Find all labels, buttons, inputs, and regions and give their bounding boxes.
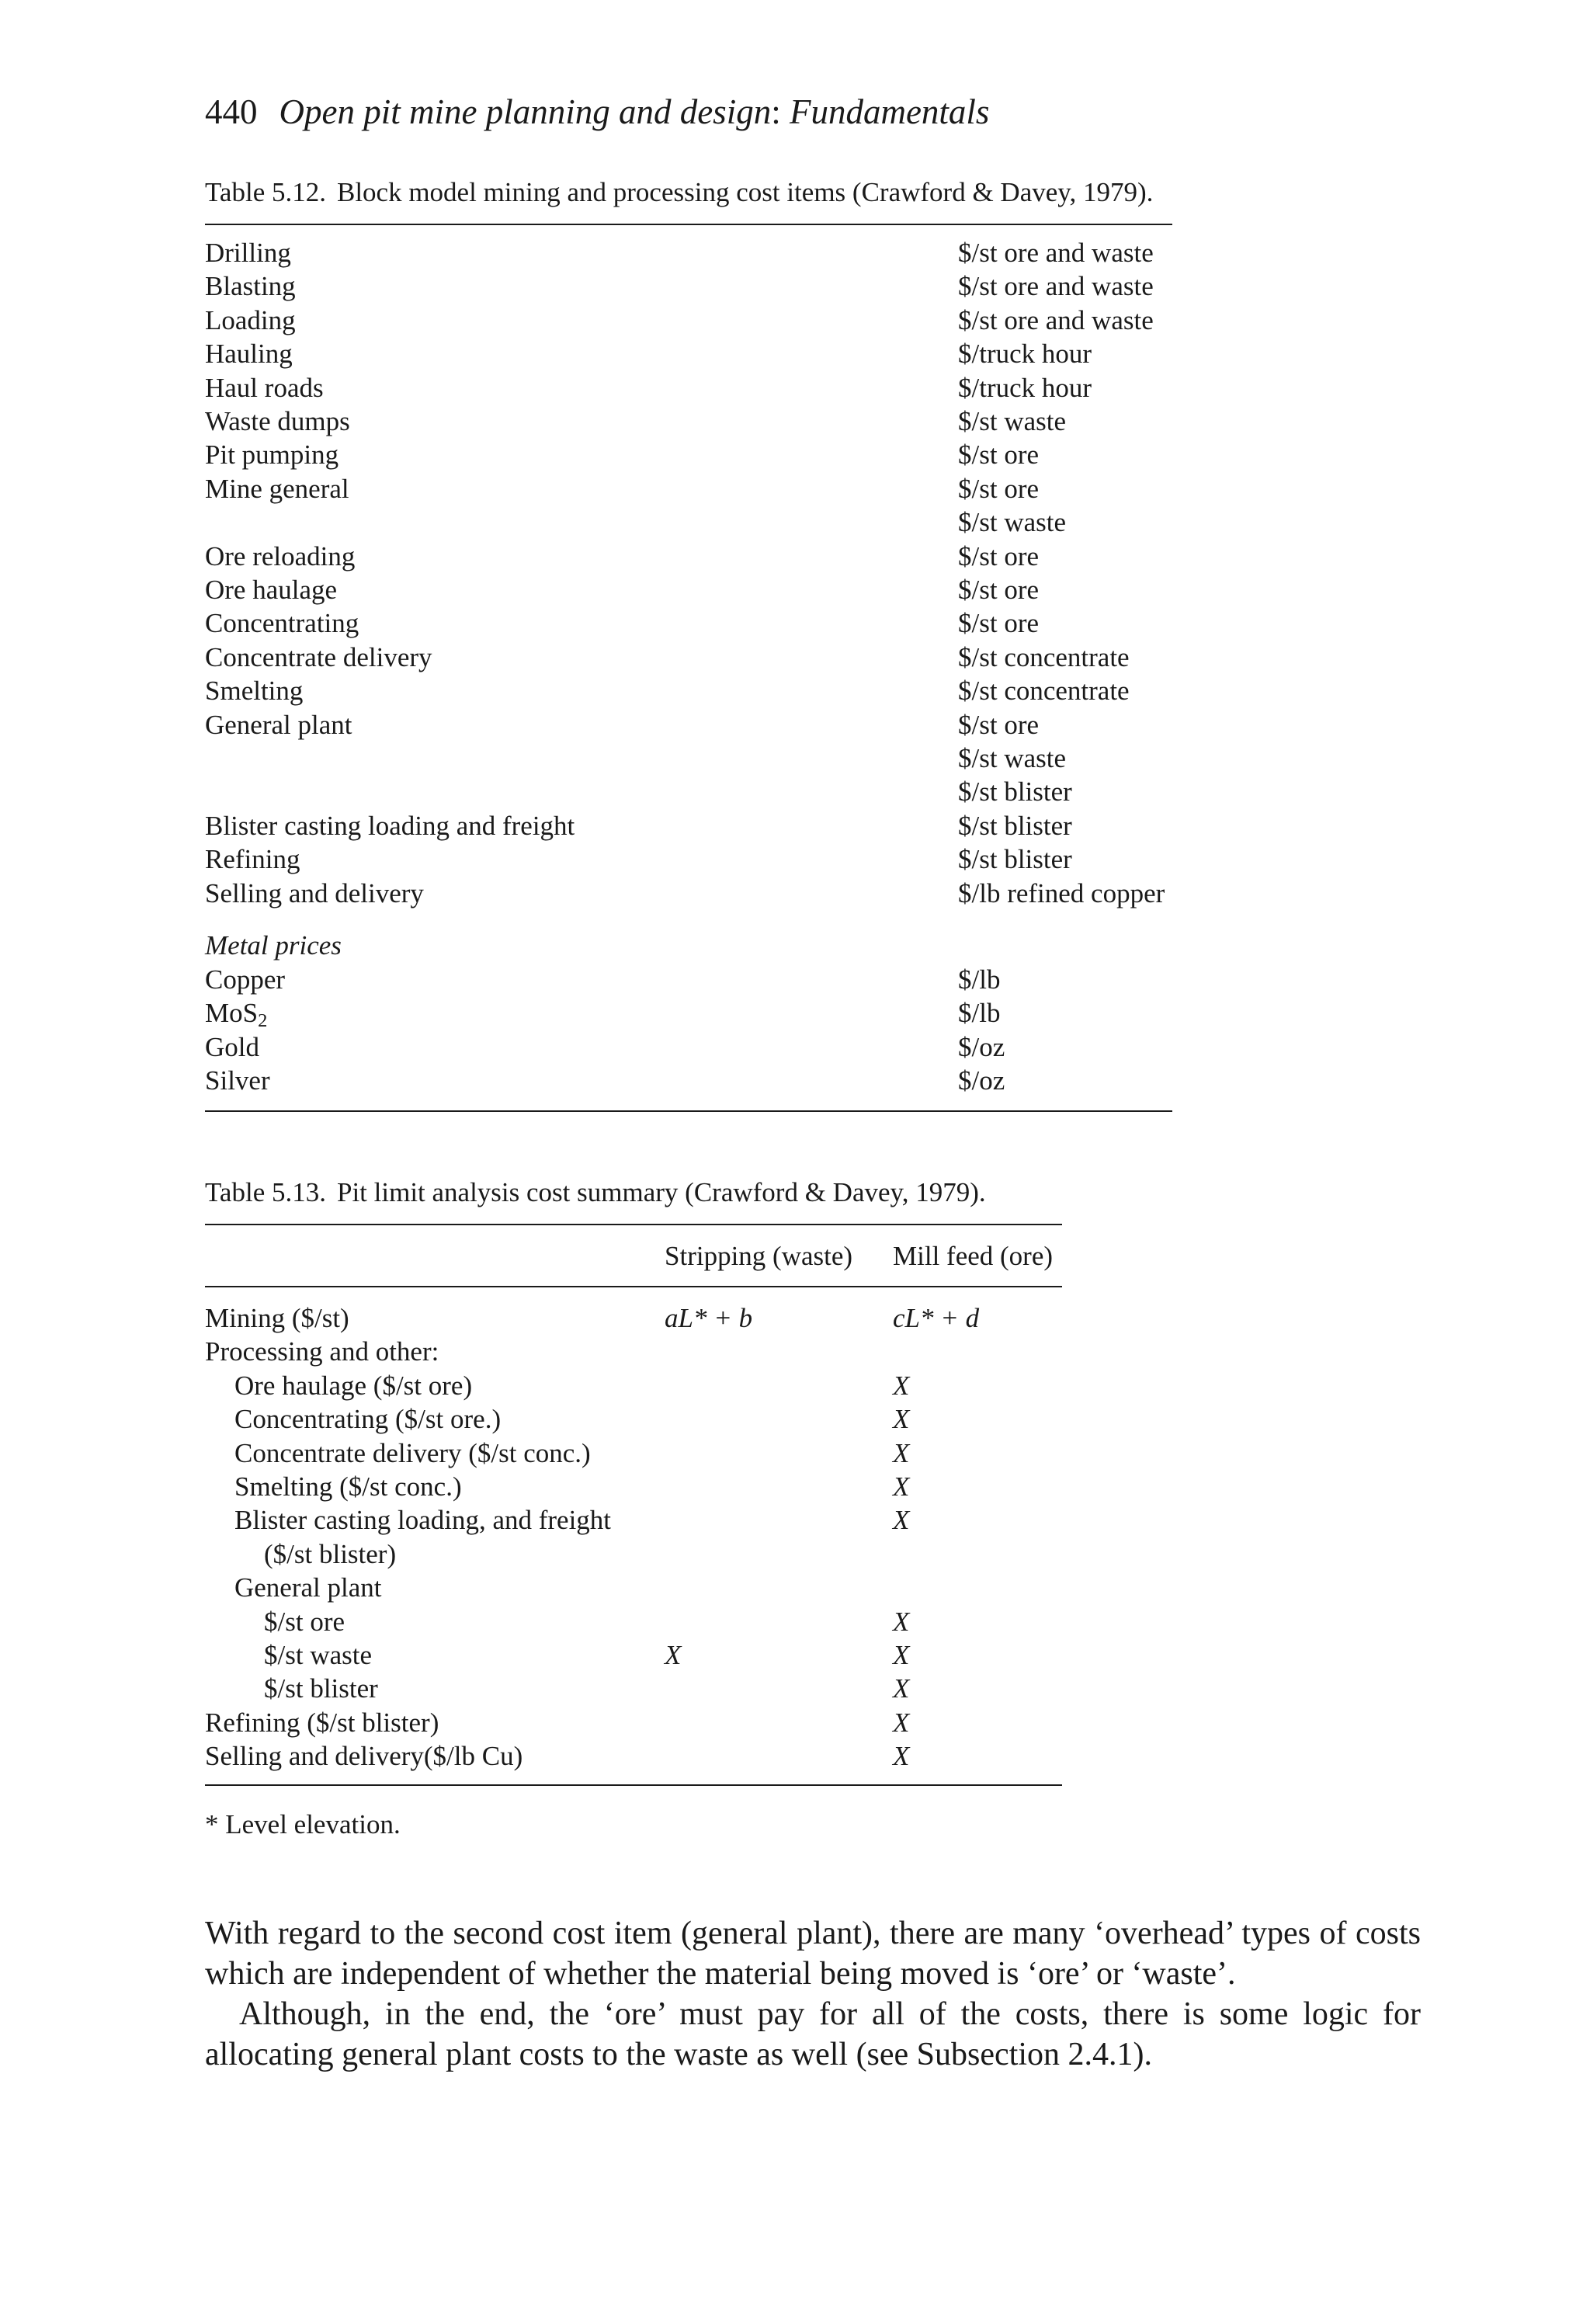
book-title-sub: Fundamentals [789,92,990,131]
row-label: Ore haulage ($/st ore) [234,1370,473,1401]
cost-item: Smelting [205,676,304,707]
row-label: Smelting ($/st conc.) [234,1471,462,1502]
row-label: $/st waste [264,1640,373,1670]
mill-feed-cell: cL* + d [893,1303,980,1333]
mill-feed-cell: X [893,1707,910,1738]
cost-item: Loading [205,304,296,335]
cost-item: Pit pumping [205,439,339,471]
table-5-13-label: Table 5.13. [205,1177,326,1207]
metal-name: Copper [205,964,286,995]
cost-item: Haul roads [205,372,324,403]
page-number: 440 [205,92,258,131]
row-label: Selling and delivery($/lb Cu) [205,1741,523,1772]
metal-item [205,1032,259,1063]
cost-unit: $/st blister [958,844,1072,875]
row-label: Concentrate delivery ($/st conc.) [234,1437,591,1468]
table-5-13-bottom-rule [205,1784,1062,1786]
cost-unit: $/st concentrate [958,641,1130,672]
cost-item: Concentrating [205,608,359,639]
mill-feed-cell: X [893,1673,910,1704]
metal-prices-heading: Metal prices [205,930,342,961]
metal-name: MoS [205,998,259,1029]
cost-unit: $/st ore and waste [958,238,1154,268]
column-header-stripping: Stripping (waste) [665,1241,853,1271]
table-5-13-header-rule [205,1286,1062,1287]
cost-unit: $/st ore and waste [958,304,1154,335]
cost-unit: $/st waste [958,406,1067,436]
table-5-12-top-rule [205,224,1172,225]
mill-feed-cell: X [893,1437,910,1468]
row-label: Refining ($/st blister) [205,1707,439,1738]
cost-item: Ore haulage [205,575,338,605]
cost-item: General plant [205,709,352,740]
metal-price-unit: $/oz [958,1031,1005,1062]
row-label: ($/st blister) [264,1538,397,1569]
stripping-cell: aL* + b [665,1303,753,1333]
mill-feed-cell: X [893,1606,910,1637]
cost-item: Blister casting loading and freight [205,810,575,841]
cost-unit: $/st concentrate [958,676,1130,707]
mill-feed-cell: X [893,1471,910,1502]
cost-unit: $/st ore and waste [958,271,1154,302]
cost-unit: $/st ore [958,575,1040,605]
book-title-colon: : [771,92,781,131]
table-5-12-caption-text: Block model mining and processing cost items (Crawford & Davey, 1979). [336,177,1154,207]
table-5-13-caption [205,1177,986,1208]
row-label: Concentrating ($/st ore.) [234,1404,502,1435]
cost-unit: $/st ore [958,540,1040,571]
cost-item: Ore reloading [205,540,356,571]
metal-name: Gold [205,1031,259,1062]
cost-item: Refining [205,844,300,875]
cost-unit: $/st ore [958,709,1040,740]
cost-item: Mine general [205,473,349,504]
table-5-12-label: Table 5.12. [205,177,326,207]
cost-unit: $/truck hour [958,339,1092,370]
paragraph-1: With regard to the second cost item (general plant), there are many ‘overhead’ types of costs which are independent of whether the material being moved is ‘ore’ or ‘waste’. [205,1916,1421,1992]
mill-feed-cell: X [893,1640,910,1670]
table-5-12-bottom-rule [205,1110,1172,1112]
cost-item: Blasting [205,271,296,302]
mill-feed-cell: X [893,1370,910,1401]
cost-unit: $/st ore [958,608,1040,639]
row-label: General plant [234,1572,382,1603]
table-5-12-caption [205,177,1153,208]
mill-feed-cell: X [893,1404,910,1435]
row-label: Mining ($/st) [205,1303,349,1333]
cost-item: Waste dumps [205,406,350,436]
metal-subscript: 2 [258,1010,268,1032]
row-label: Processing and other: [205,1336,439,1367]
metal-price-unit: $/lb [958,964,1001,995]
cost-unit: $/st blister [958,776,1072,808]
table-footnote: * Level elevation. [205,1809,401,1839]
stripping-cell: X [665,1640,682,1670]
row-label: Blister casting loading, and freight [234,1505,612,1536]
table-5-13-caption-text: Pit limit analysis cost summary (Crawford & Davey, 1979). [336,1177,986,1207]
metal-name: Silver [205,1065,270,1096]
cost-unit: $/truck hour [958,372,1092,403]
table-5-13-top-rule [205,1224,1062,1225]
row-label: $/st blister [264,1673,378,1704]
cost-item: Drilling [205,238,291,268]
metal-price-unit: $/oz [958,1065,1005,1096]
metal-price-unit: $/lb [958,998,1001,1029]
metal-item [205,998,268,1032]
cost-unit: $/st ore [958,473,1040,504]
book-title-main: Open pit mine planning and design [279,92,772,131]
running-head [205,92,989,132]
cost-unit: $/st blister [958,810,1072,841]
cost-item: Hauling [205,339,293,370]
mill-feed-cell: X [893,1741,910,1772]
book-title [279,92,990,131]
paragraph-2: Although, in the end, the ‘ore’ must pay for all of the costs, there is some logic for allocating general plant costs to the waste as well (see Subsection 2.4.1). [205,1996,1421,2072]
cost-item: Selling and delivery [205,877,424,908]
metal-item [205,1065,270,1096]
metal-item [205,964,285,995]
row-label: $/st ore [264,1606,345,1637]
cost-unit: $/st ore [958,439,1040,471]
column-header-mill-feed: Mill feed (ore) [893,1241,1054,1271]
cost-item: Concentrate delivery [205,641,432,672]
cost-unit: $/lb refined copper [958,877,1165,908]
mill-feed-cell: X [893,1505,910,1536]
cost-unit: $/st waste [958,743,1067,773]
cost-unit: $/st waste [958,507,1067,538]
